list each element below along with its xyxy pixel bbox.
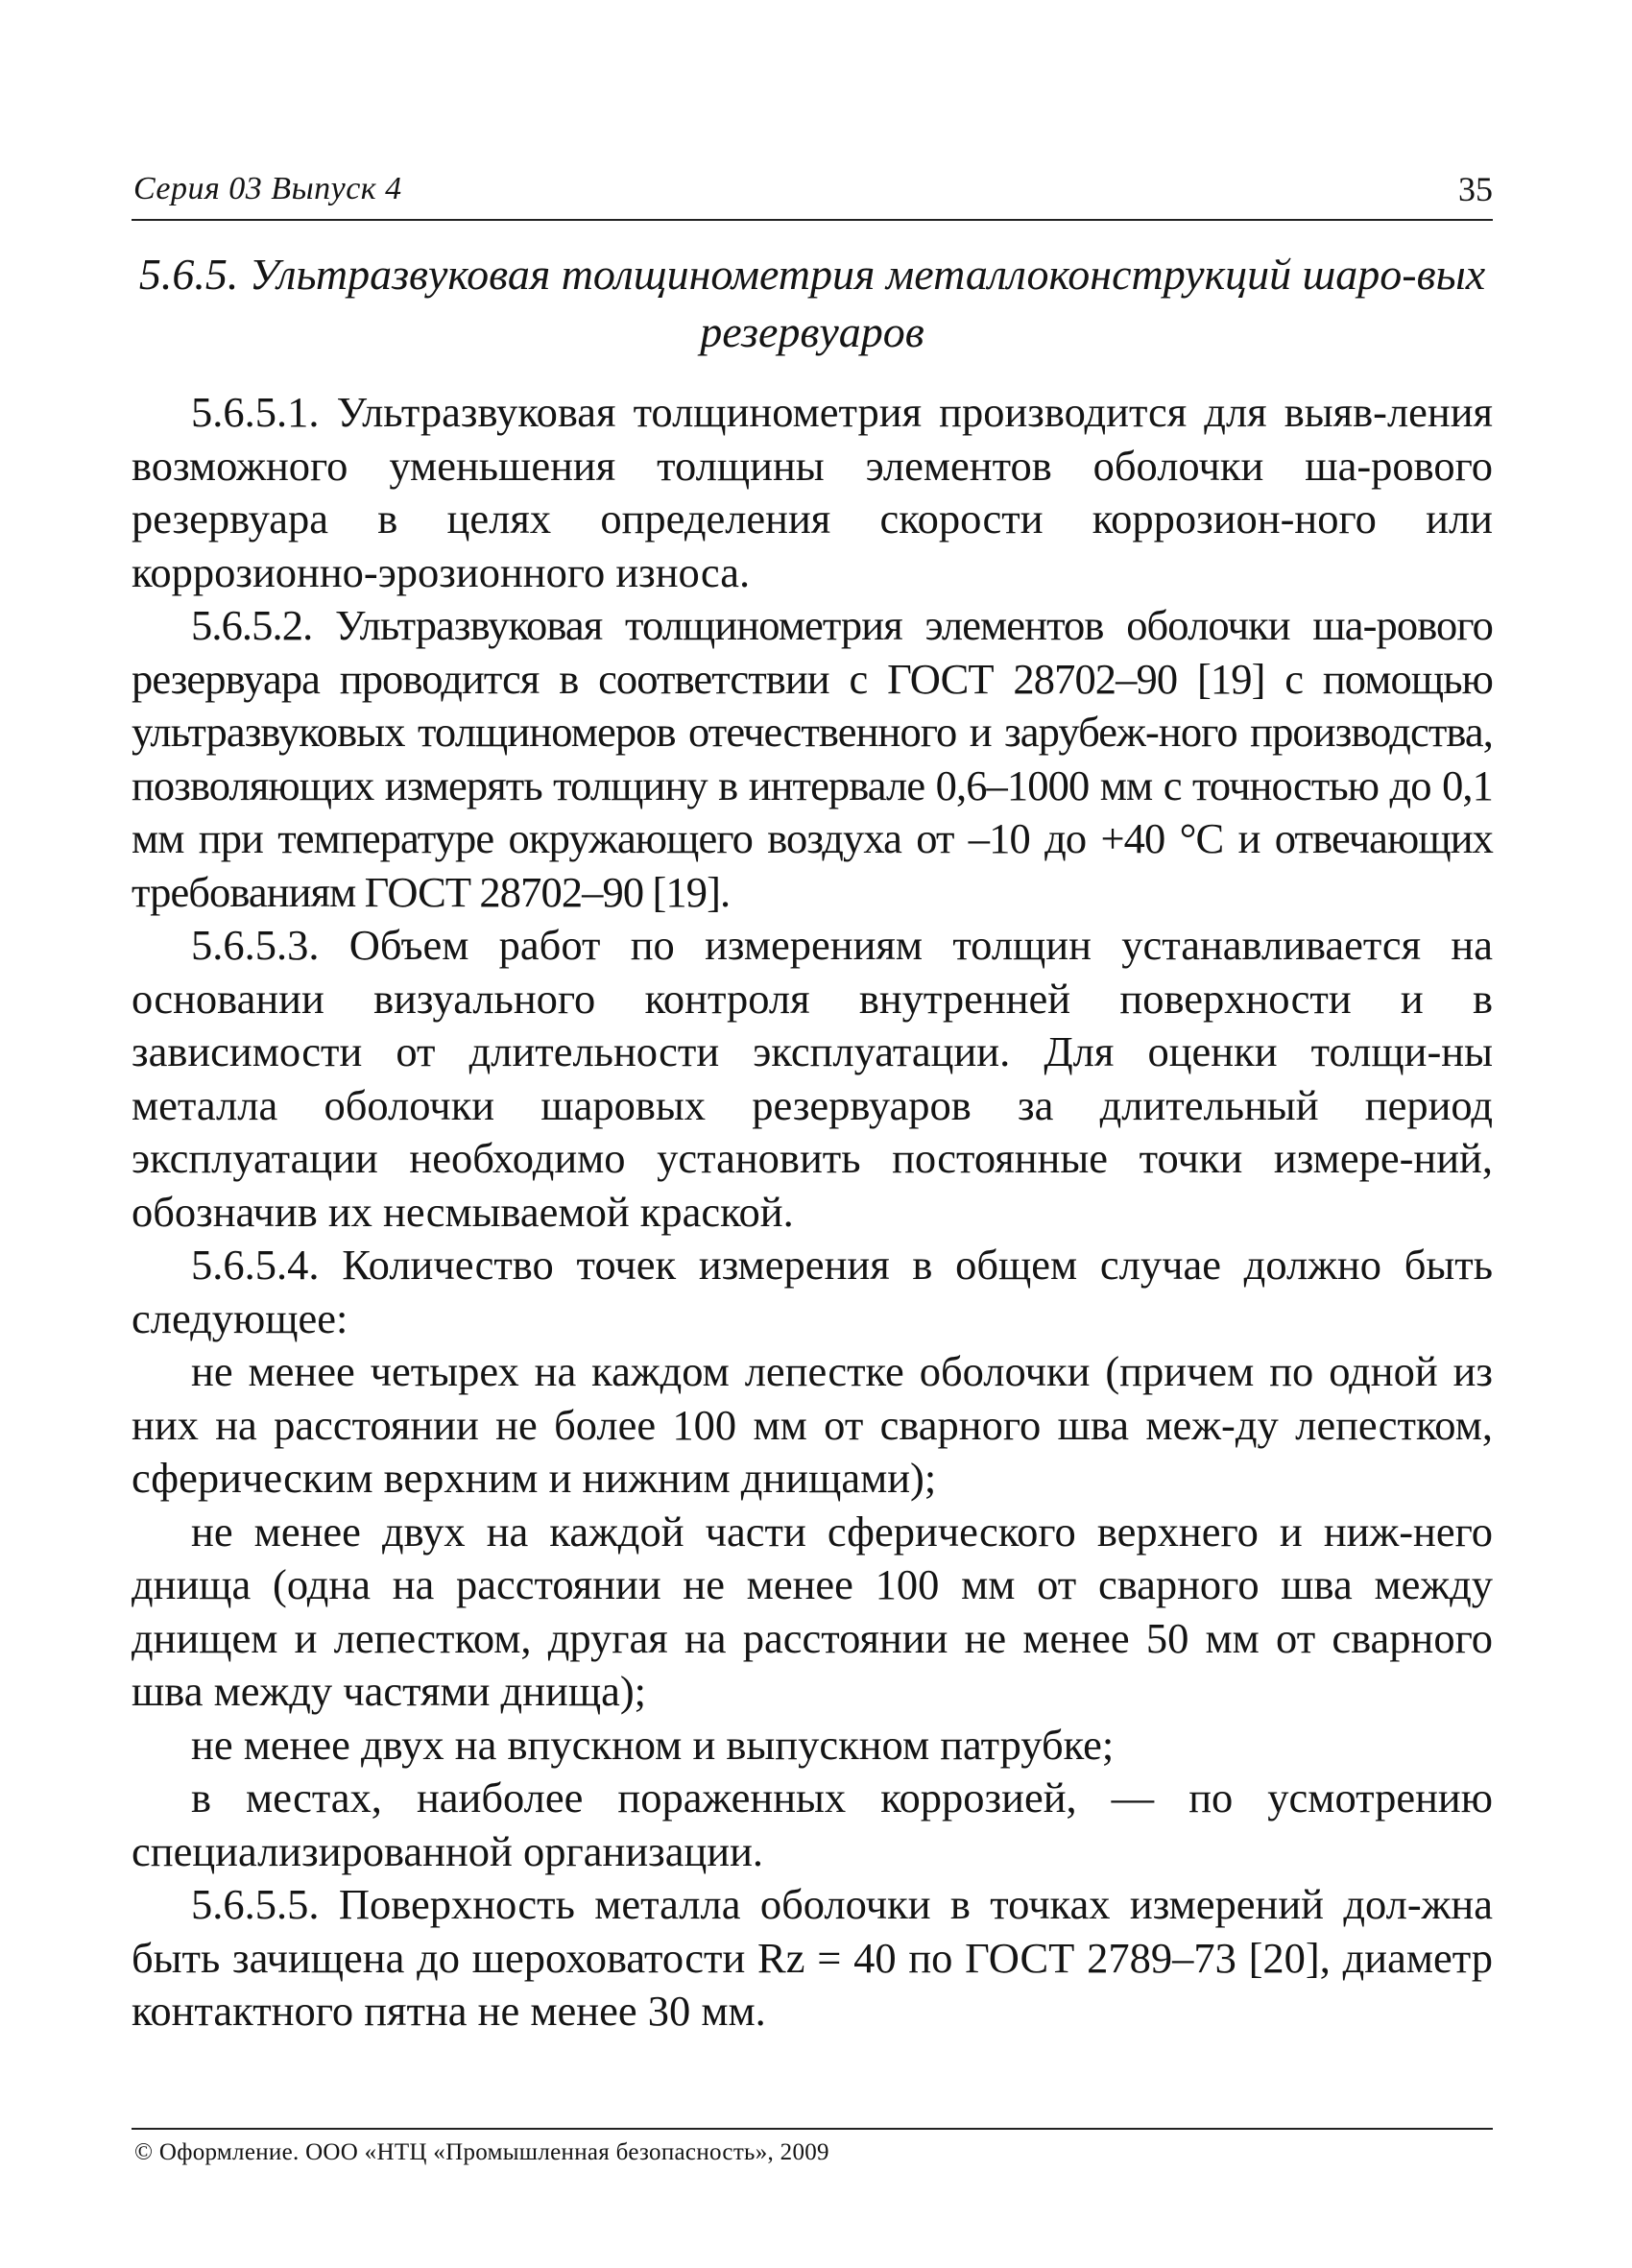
list-item-bottoms: не менее двух на каждой части сферического верхнего и ниж-него днища (одна на расстоянии не менее 100 мм от сварного шва между днищем и лепестком, другая на расстоянии не менее 50 мм от сварного шва между частями днища); [132,1507,1493,1715]
paragraph-5-6-5-3: 5.6.5.3. Объем работ по измерениям толщин устанавливается на основании визуального контроля внутренней поверхности и в зависимости от длительности эксплуатации. Для оценки толщи-ны металла оболочки шаровых резервуаров за длительный период эксплуатации необходимо установить постоянные точки измере-ний, обозначив их несмываемой краской. [132,921,1493,1236]
list-item-nozzles: не менее двух на впускном и выпускном патрубке; [191,1720,1115,1769]
paragraph-5-6-5-4: 5.6.5.4. Количество точек измерения в общем случае должно быть следующее: [132,1241,1493,1342]
body-text [132,386,1493,2039]
section-title: 5.6.5. Ультразвуковая толщинометрия металлоконструкций шаро-вых резервуаров [138,250,1486,356]
list-item-corroded-areas: в местах, наиболее пораженных коррозией, — по усмотрению специализированной организации. [132,1773,1493,1875]
footer-divider [132,2128,1493,2130]
page-number: 35 [1458,170,1493,208]
paragraph-5-6-5-1: 5.6.5.1. Ультразвуковая толщинометрия производится для выяв-ления возможного уменьшения толщины элементов оболочки ша-рового резервуара в целях определения скорости коррозион-ного или коррозионно-эрозионного износа. [132,388,1493,596]
running-header [132,165,1493,221]
copyright-footer: © Оформление. ООО «НТЦ «Промышленная безопасность», 2009 [134,2139,829,2165]
list-item-petals: не менее четырех на каждом лепестке оболочки (причем по одной из них на расстоянии не более 100 мм от сварного шва меж-ду лепестком, сферическим верхним и нижним днищами); [132,1347,1493,1502]
paragraph-5-6-5-5: 5.6.5.5. Поверхность металла оболочки в точках измерений дол-жна быть зачищена до шероховатости Rz = 40 по ГОСТ 2789–73 [20], диаметр контактного пятна не менее 30 мм. [132,1880,1493,2035]
paragraph-5-6-5-2: 5.6.5.2. Ультразвуковая толщинометрия элементов оболочки ша-рового резервуара проводится в соответствии с ГОСТ 28702–90 [19] с помощью ультразвуковых толщиномеров отечественного и зарубеж-ного производства, позволяющих измерять толщину в интервале 0,6–1000 мм с точностью до 0,1 мм при температуре окружающего воздуха от –10 до +40 °С и отвечающих требованиям ГОСТ 28702–90 [19]. [132,601,1493,916]
series-issue-label: Серия 03 Выпуск 4 [133,171,402,206]
